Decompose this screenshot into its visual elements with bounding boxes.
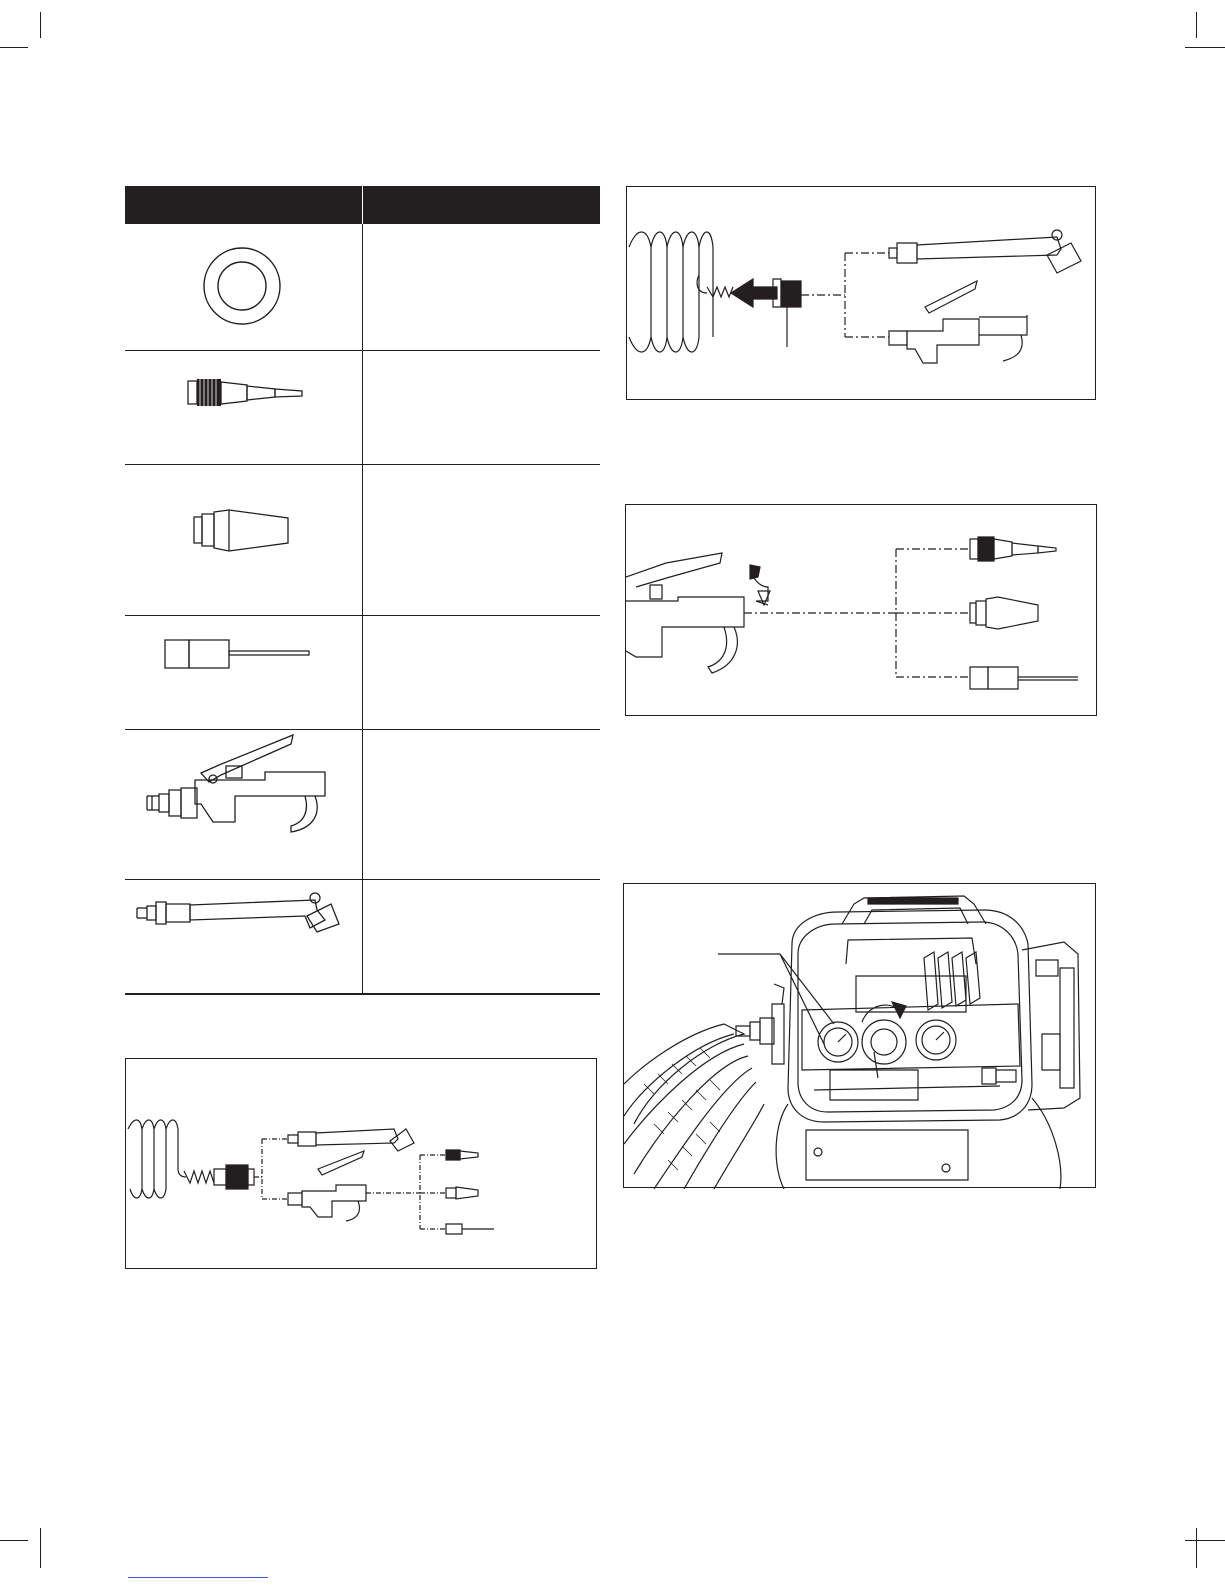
table-row (125, 224, 362, 350)
rubber-tip-nozzle-icon (125, 465, 362, 615)
compressor-figure (623, 883, 1096, 1188)
table-row (125, 465, 362, 615)
footer-link[interactable] (128, 1577, 268, 1578)
table-row (125, 880, 362, 993)
o-ring-icon (125, 224, 362, 350)
coupler-connection-figure (626, 186, 1096, 400)
tire-chuck-icon (125, 880, 362, 993)
compressor-regulator-diagram (624, 884, 1097, 1189)
tapered-nozzle-icon (125, 351, 362, 464)
table-row (125, 351, 362, 464)
hose-assembly-figure (125, 1058, 597, 1269)
table-header (125, 186, 600, 224)
table-row (125, 616, 362, 729)
blow-gun-adapter-diagram (626, 505, 1098, 717)
blow-gun-adapter-figure (625, 504, 1097, 716)
blow-gun-icon (125, 730, 362, 879)
coupler-connection-diagram (627, 187, 1097, 401)
inflation-needle-icon (125, 616, 362, 729)
table-row (125, 730, 362, 879)
hose-assembly-diagram (126, 1059, 598, 1270)
